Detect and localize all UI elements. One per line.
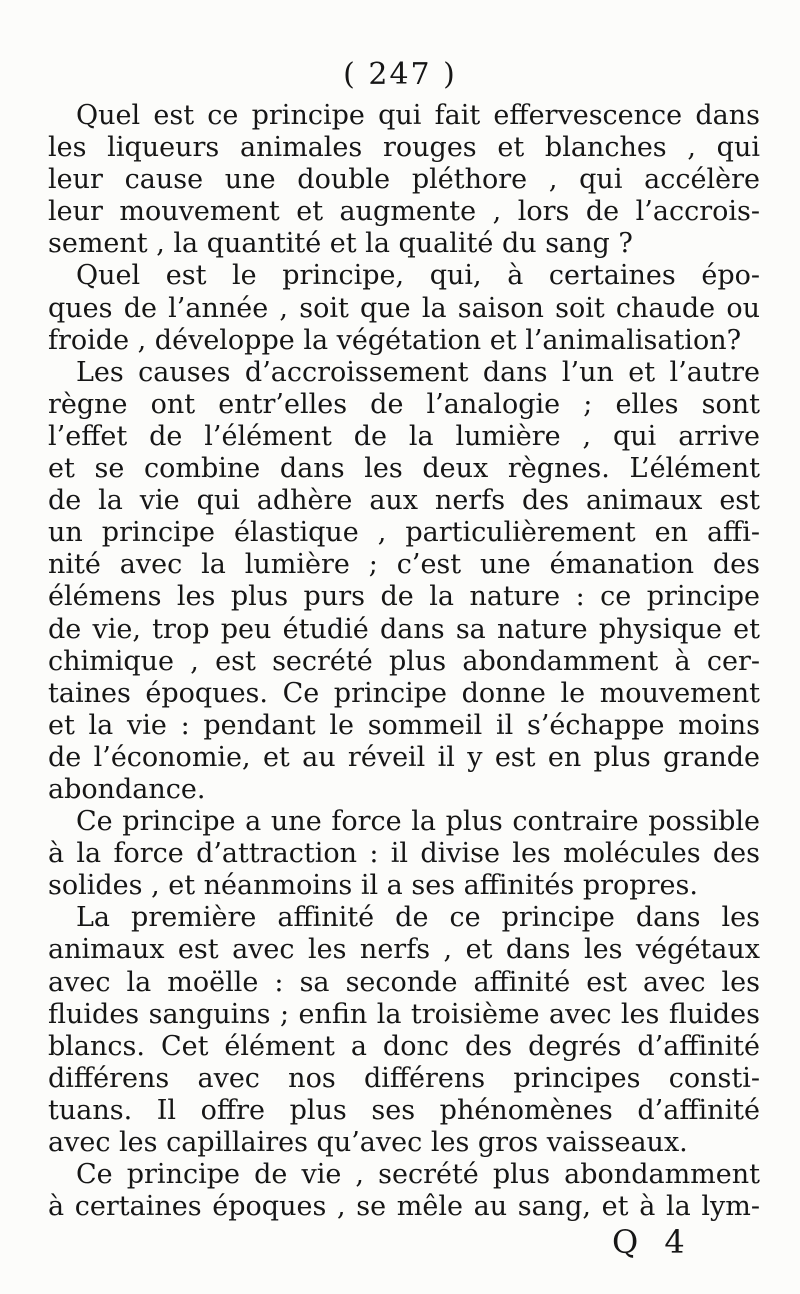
- text-line: élémens les plus purs de la nature : ce principe: [48, 581, 760, 613]
- text-line: chimique , est secrété plus abondamment à cer-: [48, 645, 760, 677]
- text-line: fluides sanguins ; enfin la troisième avec les fluides: [48, 998, 760, 1030]
- text-line: à la force d’attraction : il divise les molécules des: [48, 838, 760, 870]
- paragraph: [48, 260, 760, 356]
- text-line: Quel est le principe, qui, à certaines épo-: [76, 260, 760, 292]
- text-line: les liqueurs animales rouges et blanches , qui: [48, 132, 760, 164]
- text-line: solides , et néanmoins il a ses affinités propres.: [48, 870, 698, 902]
- text-line: et se combine dans les deux règnes. L’élément: [48, 453, 760, 485]
- text-line: avec les capillaires qu’avec les gros vaisseaux.: [48, 1127, 688, 1158]
- text-line: à certaines époques , se mêle au sang, et à la lym-: [48, 1191, 760, 1223]
- text-line: Quel est ce principe qui fait effervescence dans: [76, 100, 760, 131]
- text-line: de la vie qui adhère aux nerfs des animaux est: [48, 485, 760, 517]
- text-line: nité avec la lumière ; c’est une émanation des: [48, 549, 760, 581]
- text-line: leur cause une double pléthore , qui accélère: [48, 164, 760, 196]
- text-line: blancs. Cet élément a donc des degrés d’affinité: [48, 1030, 760, 1062]
- text-line: sement , la quantité et la qualité du sang ?: [48, 228, 633, 260]
- text-line: taines époques. Ce principe donne le mouvement: [48, 677, 760, 709]
- paragraph: [48, 806, 760, 902]
- text-line: abondance.: [48, 773, 206, 805]
- text-line: Ce principe a une force la plus contraire possible: [76, 806, 760, 838]
- text-line: animaux est avec les nerfs , et dans les végétaux: [48, 934, 760, 966]
- paragraph: [48, 1159, 760, 1223]
- page-number: ( 247 ): [343, 57, 457, 92]
- text-line: et la vie : pendant le sommeil il s’échappe moins: [48, 709, 760, 741]
- text-line: l’effet de l’élément de la lumière , qui arrive: [48, 420, 760, 452]
- text-line: froide , développe la végétation et l’animalisation?: [48, 324, 742, 356]
- text-line: règne ont entr’elles de l’analogie ; elles sont: [48, 388, 760, 420]
- text-line: avec la moëlle : sa seconde affinité est avec les: [48, 966, 760, 998]
- text-line: tuans. Il offre plus ses phénomènes d’affinité: [48, 1094, 760, 1126]
- text-line: Ce principe de vie , secrété plus abondamment: [76, 1159, 760, 1191]
- text-line: La première affinité de ce principe dans les: [76, 902, 760, 934]
- text-line: Les causes d’accroissement dans l’un et l’autre: [76, 356, 760, 388]
- printer-signature: Q 4: [612, 1223, 693, 1261]
- paragraph: [48, 357, 760, 806]
- text-line: de vie, trop peu étudié dans sa nature physique et: [48, 613, 760, 645]
- text-line: leur mouvement et augmente , lors de l’accrois-: [48, 196, 760, 228]
- text-line: ques de l’année , soit que la saison soit chaude ou: [48, 292, 760, 324]
- paragraph: [48, 902, 760, 1159]
- text-line: différens avec nos différens principes consti-: [48, 1062, 760, 1094]
- text-line: de l’économie, et au réveil il y est en plus grande: [48, 741, 760, 773]
- paragraph: [48, 100, 760, 260]
- text-line: un principe élastique , particulièrement en affi-: [48, 517, 760, 549]
- body-text: [48, 100, 760, 1223]
